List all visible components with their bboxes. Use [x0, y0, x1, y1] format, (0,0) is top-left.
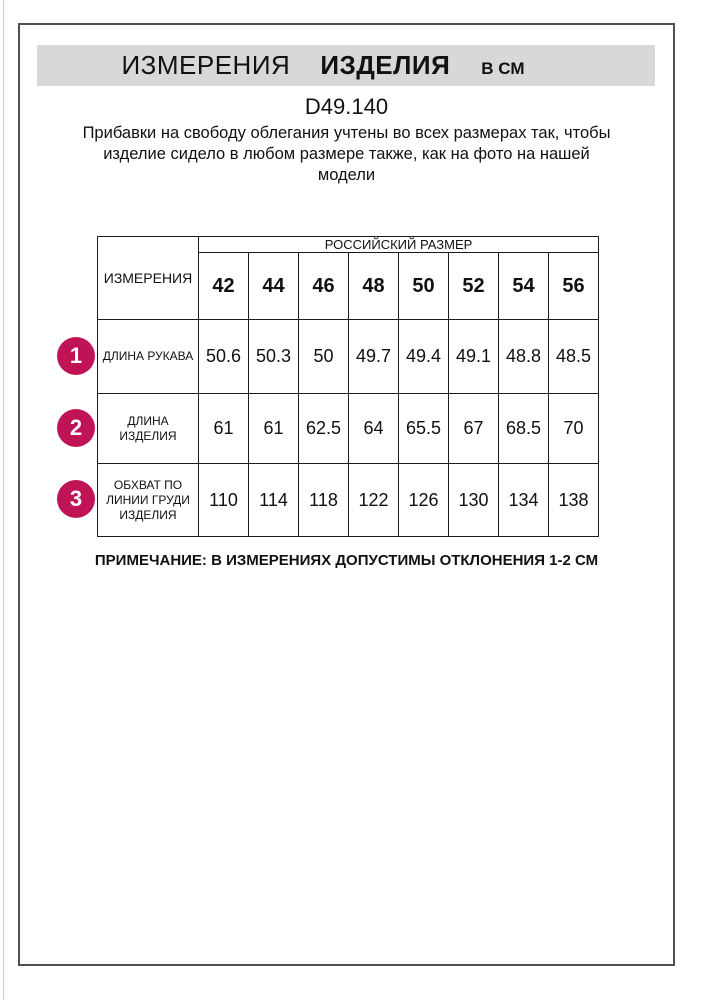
- value-cell: 130: [449, 464, 499, 537]
- tolerance-note: ПРИМЕЧАНИЕ: В ИЗМЕРЕНИЯХ ДОПУСТИМЫ ОТКЛОНЕНИЯ 1-2 СМ: [94, 552, 599, 569]
- value-cell: 61: [199, 394, 249, 464]
- value-cell: 64: [349, 394, 399, 464]
- value-cell: 50: [299, 320, 349, 394]
- article-code: D49.140: [304, 94, 389, 119]
- value-cell: 49.4: [399, 320, 449, 394]
- value-cell: 49.1: [449, 320, 499, 394]
- title-word-measurements: ИЗМЕРЕНИЯ: [121, 50, 291, 80]
- fit-description-line: модели: [317, 166, 376, 184]
- value-cell: 122: [349, 464, 399, 537]
- value-cell: 48.8: [499, 320, 549, 394]
- size-header-cell: 54: [499, 253, 549, 320]
- value-cell: 50.6: [199, 320, 249, 394]
- value-cell: 48.5: [549, 320, 599, 394]
- table-row-sleeve-length: [98, 320, 599, 394]
- title-word-garment: ИЗДЕЛИЯ: [320, 50, 451, 80]
- value-cell: 68.5: [499, 394, 549, 464]
- size-header-cell: 46: [299, 253, 349, 320]
- title-bar: [37, 45, 655, 86]
- row-number-badge-3: 3: [57, 480, 95, 518]
- table-row-chest-girth: [98, 464, 599, 537]
- value-cell: 114: [249, 464, 299, 537]
- row-number-badge-2: 2: [57, 409, 95, 447]
- measurements-table: [97, 236, 599, 537]
- value-cell: 126: [399, 464, 449, 537]
- value-cell: 134: [499, 464, 549, 537]
- size-header-cell: 52: [449, 253, 499, 320]
- value-cell: 138: [549, 464, 599, 537]
- value-cell: 70: [549, 394, 599, 464]
- value-cell: 67: [449, 394, 499, 464]
- fit-description-line: изделие сидело в любом размере также, как на фото на нашей: [103, 145, 590, 163]
- row-label: ОБХВАТ ПО ЛИНИИ ГРУДИ ИЗДЕЛИЯ: [98, 464, 199, 537]
- value-cell: 61: [249, 394, 299, 464]
- size-header-cell: 42: [199, 253, 249, 320]
- value-cell: 110: [199, 464, 249, 537]
- corner-header-cell: ИЗМЕРЕНИЯ: [98, 237, 199, 320]
- size-header-cell: 44: [249, 253, 299, 320]
- value-cell: 65.5: [399, 394, 449, 464]
- size-header-cell: 48: [349, 253, 399, 320]
- value-cell: 50.3: [249, 320, 299, 394]
- value-cell: 62.5: [299, 394, 349, 464]
- size-header-cell: 56: [549, 253, 599, 320]
- row-number-badge-1: 1: [57, 337, 95, 375]
- group-header-cell: РОССИЙСКИЙ РАЗМЕР: [199, 237, 599, 253]
- value-cell: 49.7: [349, 320, 399, 394]
- fit-description-line: Прибавки на свободу облегания учтены во всех размерах так, чтобы: [82, 124, 611, 142]
- row-label: ДЛИНА РУКАВА: [98, 320, 199, 394]
- row-label: ДЛИНА ИЗДЕЛИЯ: [98, 394, 199, 464]
- size-header-cell: 50: [399, 253, 449, 320]
- title-units: В СМ: [481, 59, 525, 78]
- table-row-garment-length: [98, 394, 599, 464]
- fit-description: [18, 123, 675, 186]
- value-cell: 118: [299, 464, 349, 537]
- page-edge-line: [3, 0, 4, 1000]
- table-group-header-row: [98, 237, 599, 253]
